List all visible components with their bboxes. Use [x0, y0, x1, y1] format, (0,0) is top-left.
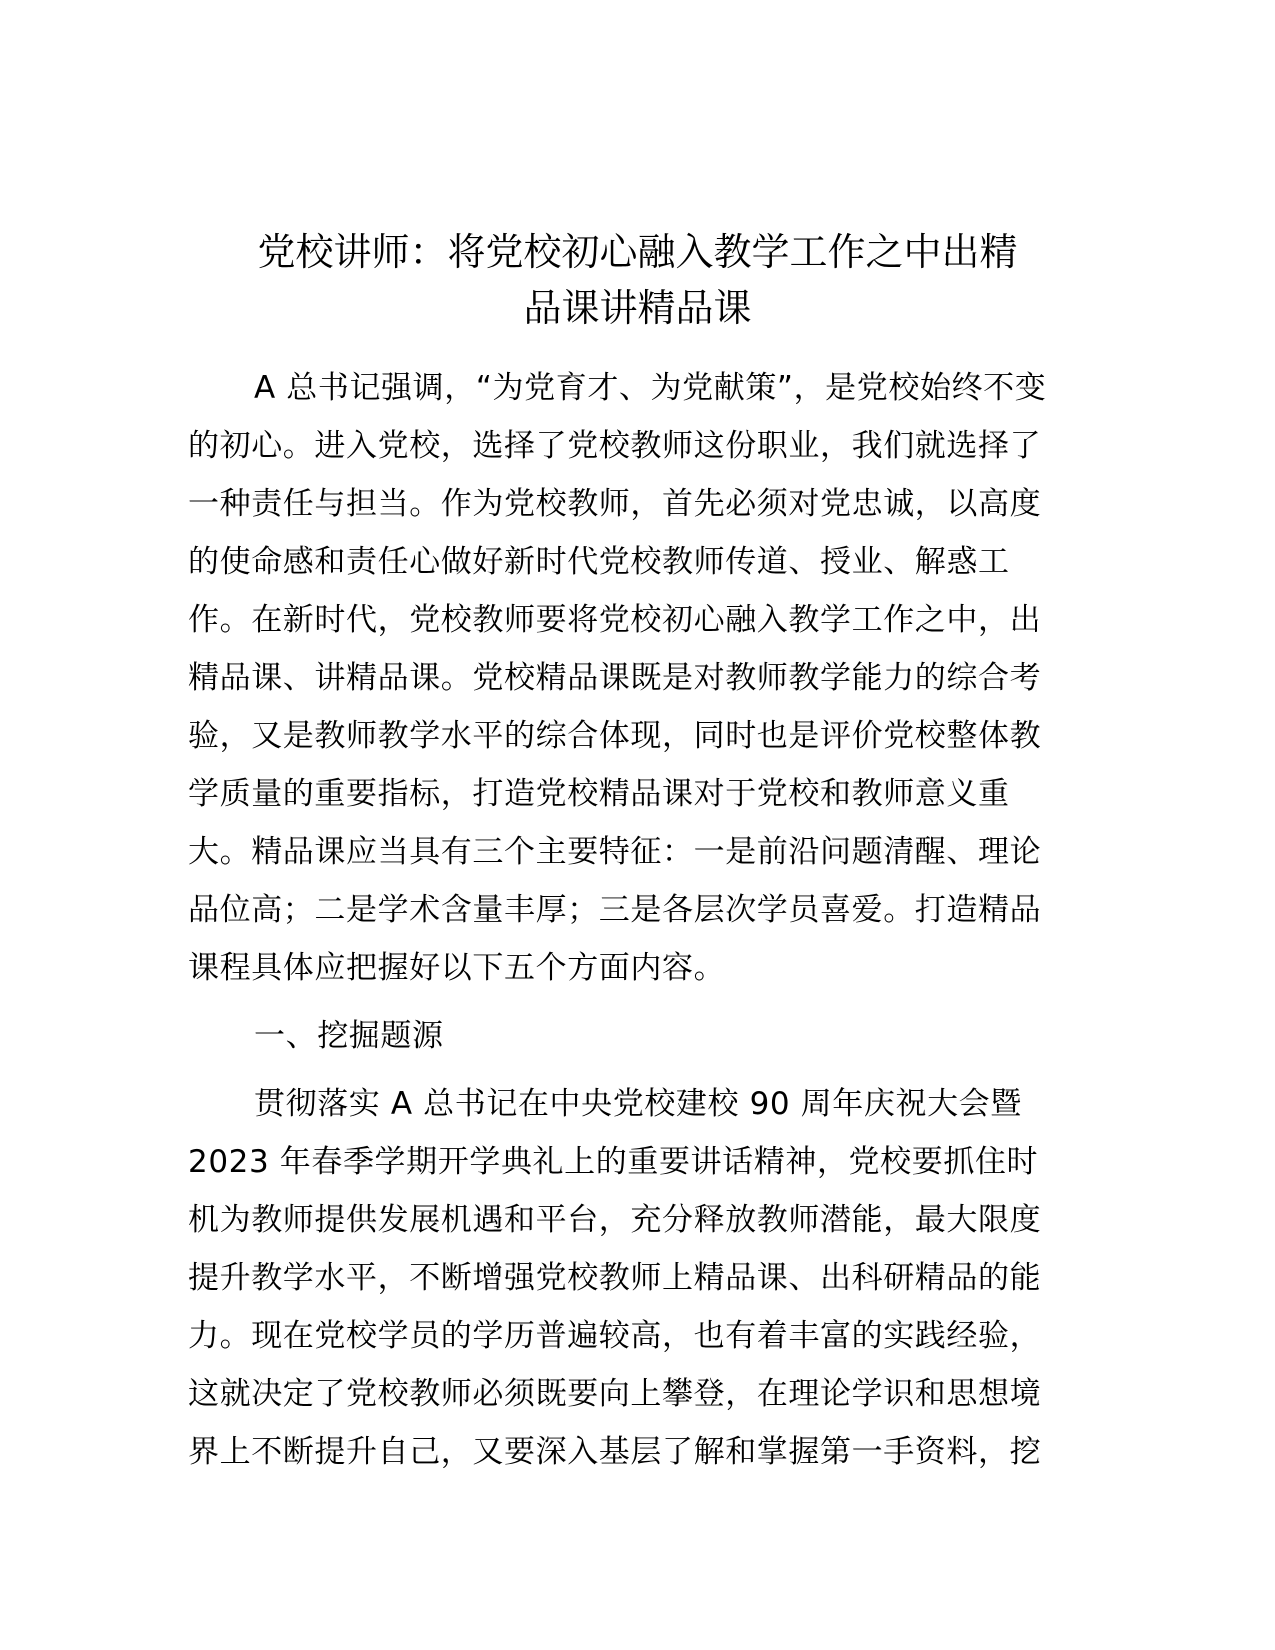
text-line: 作。在新时代，党校教师要将党校初心融入教学工作之中，出 [188, 602, 1042, 638]
document-body [188, 359, 1088, 1481]
title-line-2: 品课讲精品课 [523, 286, 752, 330]
text-line: 精品课、讲精品课。党校精品课既是对教师教学能力的综合考 [188, 660, 1042, 696]
document-title [150, 224, 1125, 336]
text-line: 的初心。进入党校，选择了党校教师这份职业，我们就选择了 [188, 428, 1042, 464]
section-heading-text: 一、挖掘题源 [254, 1018, 444, 1054]
text-line: 贯彻落实 A 总书记在中央党校建校 90 周年庆祝大会暨 [254, 1086, 1022, 1122]
text-line: 验，又是教师教学水平的综合体现，同时也是评价党校整体教 [188, 718, 1042, 754]
text-line: 力。现在党校学员的学历普遍较高，也有着丰富的实践经验， [188, 1318, 1042, 1354]
text-line: 提升教学水平，不断增强党校教师上精品课、出科研精品的能 [188, 1260, 1042, 1296]
text-line: 界上不断提升自己，又要深入基层了解和掌握第一手资料，挖 [188, 1434, 1042, 1470]
text-line: 2023 年春季学期开学典礼上的重要讲话精神，党校要抓住时 [188, 1144, 1039, 1180]
text-line: 大。精品课应当具有三个主要特征：一是前沿问题清醒、理论 [188, 834, 1042, 870]
title-line-1: 党校讲师：将党校初心融入教学工作之中出精 [257, 230, 1018, 274]
paragraph-intro [188, 359, 1088, 997]
text-line: 课程具体应把握好以下五个方面内容。 [188, 950, 726, 986]
text-line: 机为教师提供发展机遇和平台，充分释放教师潜能，最大限度 [188, 1202, 1042, 1238]
text-line: 品位高；二是学术含量丰厚；三是各层次学员喜爱。打造精品 [188, 892, 1042, 928]
section-heading [188, 1007, 1088, 1065]
text-line: 这就决定了党校教师必须既要向上攀登，在理论学识和思想境 [188, 1376, 1042, 1412]
paragraph-section-1 [188, 1075, 1088, 1481]
text-line: A 总书记强调，“为党育才、为党献策”，是党校始终不变 [254, 370, 1047, 406]
text-line: 一种责任与担当。作为党校教师，首先必须对党忠诚，以高度 [188, 486, 1042, 522]
text-line: 学质量的重要指标，打造党校精品课对于党校和教师意义重 [188, 776, 1010, 812]
text-line: 的使命感和责任心做好新时代党校教师传道、授业、解惑工 [188, 544, 1010, 580]
